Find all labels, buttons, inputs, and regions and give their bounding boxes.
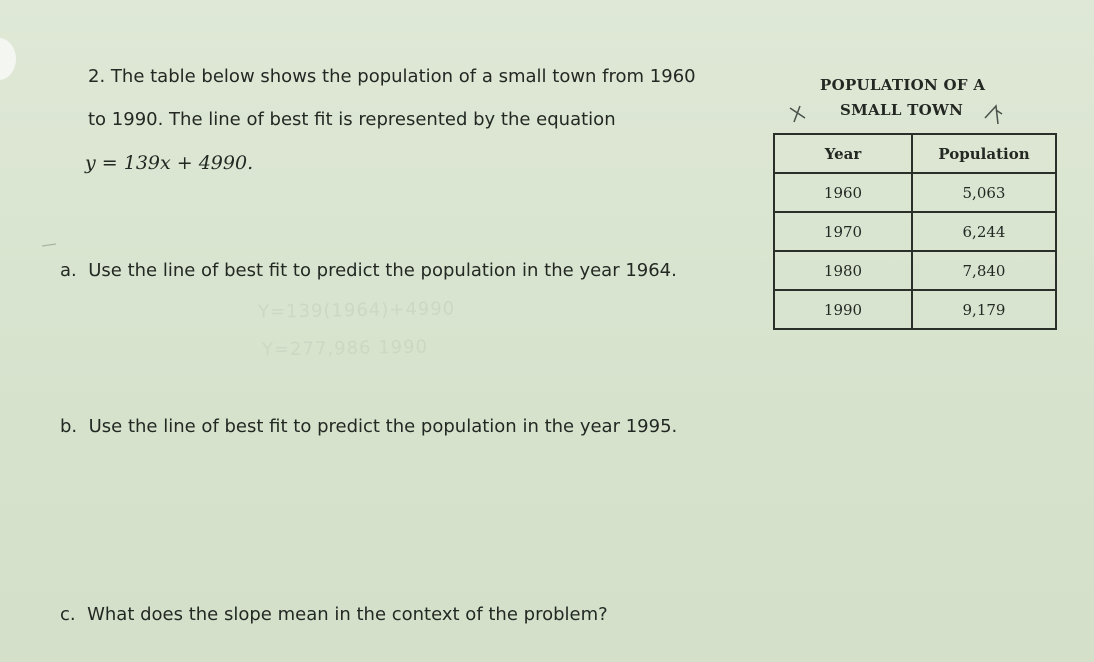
cell-year: 1960 (774, 173, 912, 212)
problem-intro-line-1 (88, 66, 696, 88)
table-row (774, 251, 1056, 290)
question-c-text: What does the slope mean in the context of the problem? (87, 604, 608, 625)
question-c-label: c. (60, 604, 76, 625)
problem-intro-text-1: The table below shows the population of a small town from 1960 (110, 66, 696, 87)
cell-population: 6,244 (912, 212, 1056, 251)
handwriting-line-1: Y=139(1964)+4990 (257, 298, 456, 323)
table-row (774, 212, 1056, 251)
table-title-line-1: POPULATION OF A (820, 76, 986, 94)
cell-population: 9,179 (912, 290, 1056, 329)
cell-population: 7,840 (912, 251, 1056, 290)
best-fit-equation: y = 139x + 4990. (85, 152, 254, 174)
table-row (774, 290, 1056, 329)
question-a (60, 260, 677, 282)
header-population: Population (912, 134, 1056, 173)
paper-corner (0, 38, 16, 80)
question-b-text: Use the line of best fit to predict the population in the year 1995. (88, 416, 678, 437)
header-year: Year (774, 134, 912, 173)
question-a-label: a. (60, 260, 77, 281)
question-b (60, 416, 677, 438)
table-row (774, 173, 1056, 212)
table-header-row (774, 134, 1056, 173)
problem-intro-line-2: to 1990. The line of best fit is represented by the equation (88, 109, 616, 130)
cell-year: 1970 (774, 212, 912, 251)
cell-population: 5,063 (912, 173, 1056, 212)
question-b-label: b. (60, 416, 78, 437)
problem-number: 2. (88, 66, 106, 87)
question-a-text: Use the line of best fit to predict the population in the year 1964. (88, 260, 677, 281)
handwriting-line-2: Y=277,986 1990 (261, 336, 429, 361)
table-title-line-2: SMALL TOWN (840, 101, 964, 119)
question-c (60, 604, 608, 626)
cell-year: 1980 (774, 251, 912, 290)
population-table (773, 133, 1057, 330)
cell-year: 1990 (774, 290, 912, 329)
